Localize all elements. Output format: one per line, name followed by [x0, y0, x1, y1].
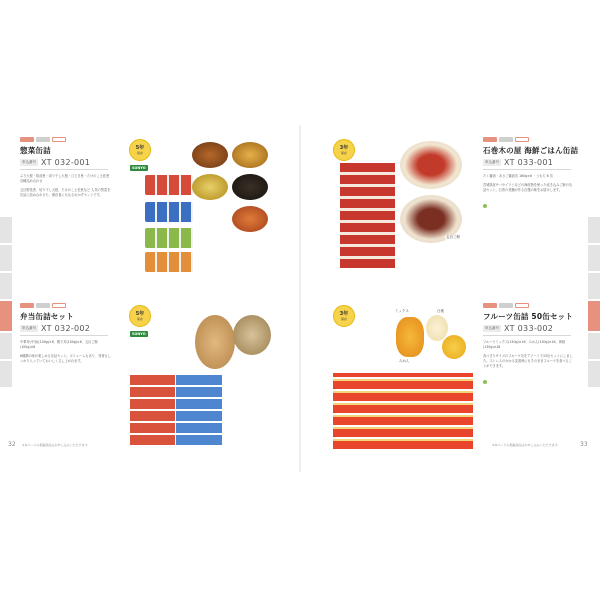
right-side-tabs [588, 217, 600, 389]
product-2-rice-photo [395, 137, 467, 247]
product-description: 五目野菜煮、切り干し大根、たけのこ土佐煮など 人気の惣菜を缶詰に詰め合わせた、保存食にもなるおかずセットです。 [20, 188, 111, 197]
order-code-line [20, 158, 108, 170]
tag [499, 137, 513, 142]
page-number-left: 32 [8, 441, 16, 448]
side-tab[interactable] [0, 333, 12, 359]
product-description: 宮城県産サバやイワシなどの海産物を使った炊き込みご飯の缶詰セット。石巻の老舗が作る自慢の味をお届けします。 [483, 183, 573, 192]
product-1-cans-image [145, 170, 195, 280]
tag [20, 137, 34, 142]
product-block-2 [483, 137, 578, 212]
order-code: XT 032-002 [41, 324, 91, 333]
badge-years: 3年 [339, 144, 349, 151]
badge-years: 3年 [339, 310, 349, 317]
book-gutter [299, 125, 301, 472]
badge-label: 保存 [340, 316, 347, 321]
tag [52, 137, 66, 142]
left-side-tabs [0, 217, 12, 389]
footer-note-right: ※本ページの掲載商品はお申し込みいただけます。 [492, 443, 561, 447]
side-tab-active[interactable] [0, 301, 12, 331]
badge-years: 5年 [135, 144, 145, 151]
three-year-storage-badge [333, 305, 355, 327]
photo-caption: 五目ご飯 [446, 235, 460, 239]
code-label: 申込番号 [485, 326, 499, 330]
five-year-storage-badge [129, 139, 151, 161]
brand-logo: SUNYO [132, 332, 146, 336]
product-contents: ぶり大根・筑前煮・切り干し大根・ひじき煮・たけのこ土佐煮 各種詰め合わせ [20, 174, 110, 183]
tag [483, 137, 497, 142]
badge-label: 保存 [340, 150, 347, 155]
footer-note-left: ※本ページの掲載商品はお申し込みいただけます。 [22, 443, 91, 447]
three-year-storage-badge [333, 139, 355, 161]
side-tab-active[interactable] [588, 301, 600, 331]
badge-label: 保存 [136, 316, 143, 321]
product-4-cans-image [333, 373, 473, 449]
order-code: XT 032-001 [41, 158, 91, 167]
product-tags [483, 303, 575, 308]
product-title: 弁当缶詰セット [20, 312, 74, 321]
five-year-storage-badge [129, 305, 151, 327]
product-3-cans-image [130, 375, 222, 445]
side-tab[interactable] [588, 273, 600, 299]
order-code-line [483, 324, 571, 336]
tag [499, 303, 513, 308]
side-tab[interactable] [588, 217, 600, 243]
order-code: XT 033-002 [504, 324, 554, 333]
product-description: 食べきりサイズのフルーツ缶をアソートで15缶セットにしました。ストレスのかかる災害時にもそのままフルーツを食べることができます。 [483, 354, 573, 368]
tag [52, 303, 66, 308]
tag [20, 303, 34, 308]
side-tab[interactable] [588, 333, 600, 359]
side-tab[interactable] [0, 245, 12, 271]
order-code: XT 033-001 [504, 158, 554, 167]
badge-label: 保存 [136, 150, 143, 155]
product-tags [20, 303, 112, 308]
product-title: 石巻木の屋 海鮮ごはん缶詰 [483, 146, 579, 155]
brand-logo: SUNYO [132, 166, 146, 170]
code-label: 申込番号 [22, 160, 36, 164]
side-tab[interactable] [0, 273, 12, 299]
product-block-1 [20, 137, 112, 198]
side-tab[interactable] [588, 245, 600, 271]
product-1-food-photo [190, 140, 270, 235]
code-label: 申込番号 [485, 160, 499, 164]
tag [483, 303, 497, 308]
product-block-4 [483, 303, 575, 388]
side-tab[interactable] [0, 217, 12, 243]
product-contents: たく醤油・あさご醤油缶 160g×6 ・うもち 6 缶 [483, 174, 553, 178]
product-tags [483, 137, 578, 142]
product-3-bento-photo [193, 313, 273, 373]
page-number-right: 33 [580, 441, 588, 448]
side-tab[interactable] [0, 361, 12, 387]
code-label: 申込番号 [22, 326, 36, 330]
green-dot-icon [483, 380, 487, 384]
product-tags [20, 137, 112, 142]
photo-caption: ミックス [395, 309, 409, 313]
product-contents: フルーツミックス(130g)×16、みかん(130g)×16、黄桃(130g)×18 [483, 340, 566, 349]
product-title: フルーツ缶詰 50缶セット [483, 312, 574, 321]
product-2-cans-image [340, 163, 395, 268]
product-contents: 中華丼(中身)(100g)×6、親子丼(100g)×6、五目ご飯(100g)×6 [20, 340, 98, 349]
book-spread [0, 125, 600, 472]
order-code-line [20, 324, 108, 336]
photo-caption: 白桃 [437, 309, 444, 313]
tag [515, 137, 529, 142]
green-dot-icon [483, 204, 487, 208]
side-tab[interactable] [588, 361, 600, 387]
product-4-fruit-photo [392, 307, 468, 367]
order-code-line [483, 158, 571, 170]
tag [36, 137, 50, 142]
product-description: 6種類の味が楽しめる缶詰セット。ボリュームもあり、具材もしっかり入っていておいしく召し上がれます。 [20, 354, 111, 363]
photo-caption: みかん [399, 359, 410, 363]
tag [515, 303, 529, 308]
product-block-3 [20, 303, 112, 364]
tag [36, 303, 50, 308]
product-title: 惣菜缶詰 [20, 146, 51, 155]
badge-years: 5年 [135, 310, 145, 317]
